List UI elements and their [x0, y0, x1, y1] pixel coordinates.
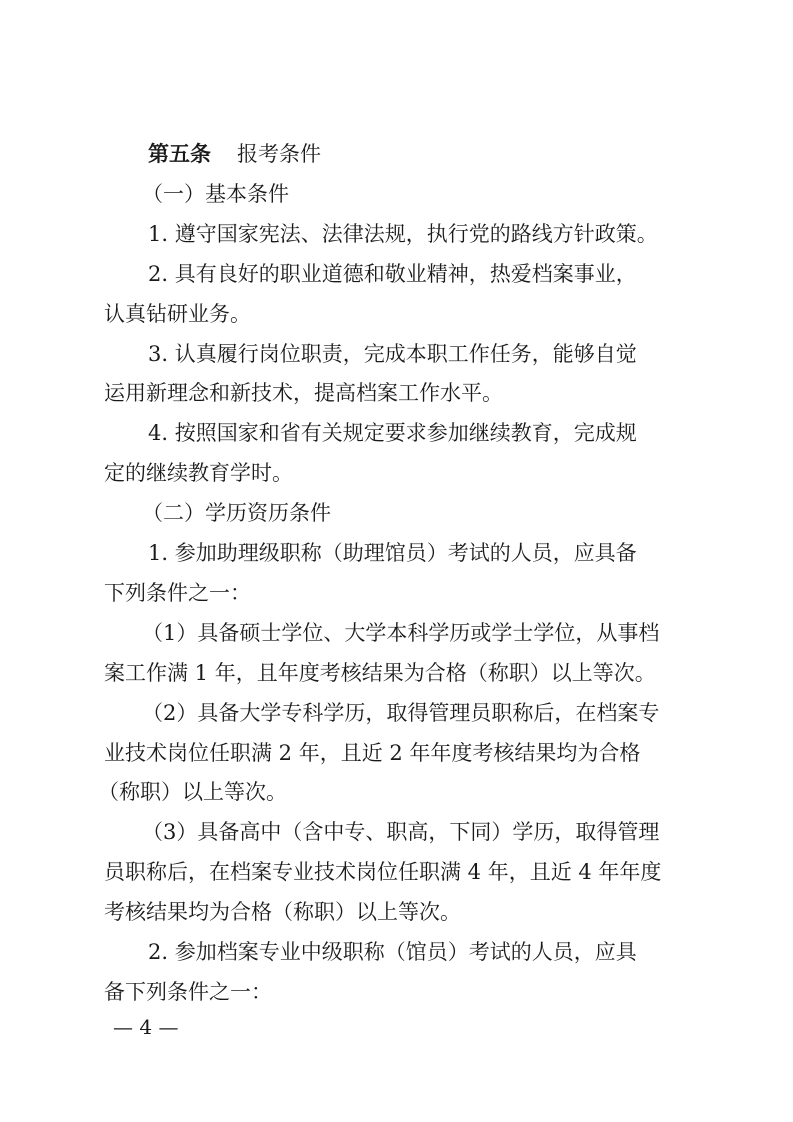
- article-title: 报考条件: [237, 142, 321, 166]
- paragraph-line: 运用新理念和新技术，提高档案工作水平。: [104, 381, 503, 406]
- section-heading-education: （二）学历资历条件: [142, 501, 331, 526]
- paragraph-line: （称职）以上等次。: [98, 780, 287, 805]
- paragraph-line: 下列条件之一：: [104, 580, 251, 605]
- paragraph-line: 2. 参加档案专业中级职称（馆员）考试的人员，应具: [148, 940, 637, 964]
- paragraph-line: 2. 具有良好的职业道德和敬业精神，热爱档案事业，: [148, 261, 637, 286]
- paragraph-line: 认真钻研业务。: [104, 301, 251, 326]
- paragraph-line: 业技术岗位任职满 2 年，且近 2 年年度考核结果均为合格: [104, 740, 641, 765]
- paragraph-line: 1. 参加助理级职称（助理馆员）考试的人员，应具备: [148, 541, 637, 565]
- paragraph-line: （1）具备硕士学位、大学本科学历或学士学位，从事档: [142, 620, 660, 645]
- page-number: — 4 —: [113, 1015, 179, 1039]
- paragraph-line: 定的继续教育学时。: [104, 461, 293, 486]
- paragraph-line: 员职称后，在档案专业技术岗位任职满 4 年，且近 4 年年度: [104, 860, 662, 885]
- paragraph-line: 4. 按照国家和省有关规定要求参加继续教育，完成规: [148, 421, 637, 446]
- paragraph-line: 案工作满 1 年，且年度考核结果为合格（称职）以上等次。: [104, 660, 656, 685]
- paragraph-line: 3. 认真履行岗位职责，完成本职工作任务，能够自觉: [148, 341, 637, 366]
- paragraph-line: （2）具备大学专科学历，取得管理员职称后，在档案专: [142, 700, 660, 725]
- article-number: 第五条: [148, 142, 211, 166]
- paragraph-line: 1. 遵守国家宪法、法律法规，执行党的路线方针政策。: [148, 221, 658, 246]
- paragraph-line: 备下列条件之一：: [104, 979, 272, 1004]
- paragraph-line: 考核结果均为合格（称职）以上等次。: [104, 900, 461, 925]
- article-heading: [148, 140, 321, 168]
- section-heading-basic: （一）基本条件: [142, 181, 289, 206]
- paragraph-line: （3）具备高中（含中专、职高，下同）学历，取得管理: [142, 820, 660, 845]
